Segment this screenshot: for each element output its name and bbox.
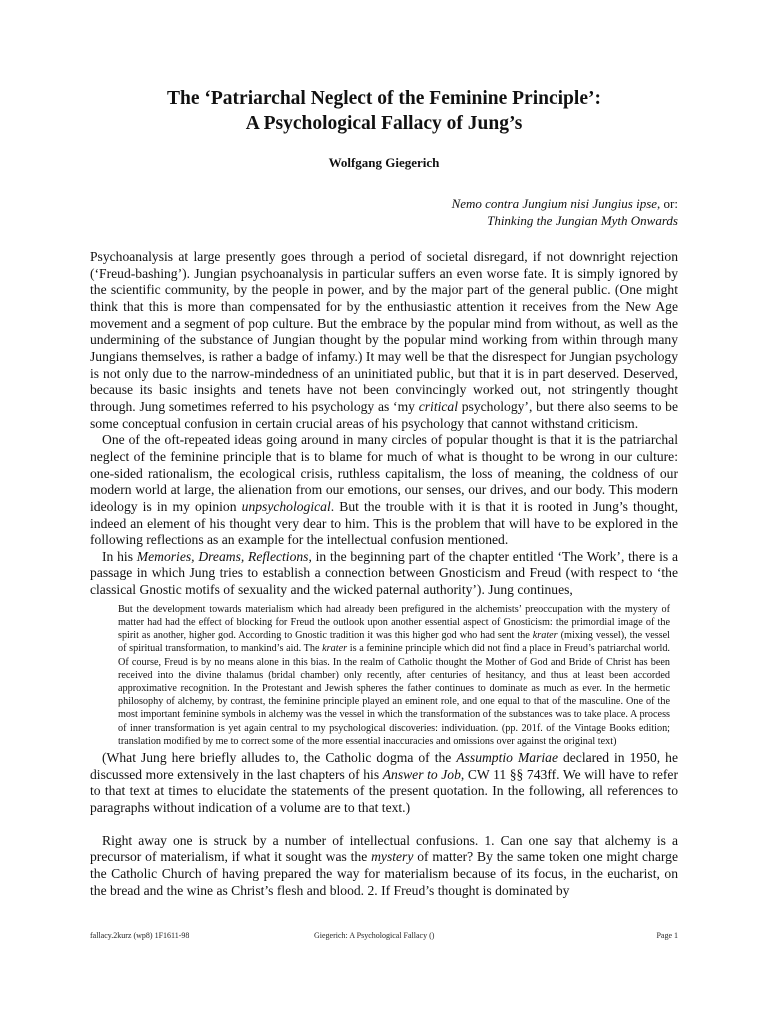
text-run: declared in 1950, he discussed more extensively in the last chapters of his (90, 750, 678, 782)
footer-running-title: Giegerich: A Psychological Fallacy () (314, 931, 435, 940)
document-page (90, 86, 678, 899)
article-body (90, 249, 678, 899)
epigraph-subtitle: Thinking the Jungian Myth Onwards (487, 213, 678, 228)
epigraph-or: , or: (657, 196, 678, 211)
paragraph-5 (90, 833, 678, 900)
paragraph-1 (90, 249, 678, 432)
block-quote (118, 603, 670, 748)
text-run: Psychoanalysis at large presently goes through a period of societal disregard, if not downright rejection (‘Freud-bashing’). Jungian psychoanalysis in particular suffers an even worse fate. It is simply ignored by the scientific community, by the people in power, and by the major part of the general public. (One might think that this is more than compensated for by the enthusiastic attention it receives from the New Age movement and a segment of pop culture. But the embrace by the popular mind from without, as well as the undermining of the substance of Jungian thought by the popular mind working from within through many Jungians themselves, is rather a badge of infamy.) It may well be that the disrespect for Jungian psychology is not only due to the narrow-mindedness of an uninitiated public, but that it is in part deserved. Deserved, because its basic insights and tenets have not been convincingly worked out, not stringently thought through. Jung sometimes referred to his psychology as ‘my (90, 249, 678, 414)
paragraph-2 (90, 432, 678, 549)
book-title: Answer to Job (382, 766, 461, 782)
text-run: , CW 11 §§ 743ff. We will have to refer to that text at times to elucidate the statements of the present quotation. In the following, all references to paragraphs without indication of a volume are to that text.) (90, 766, 678, 815)
title-line-2: A Psychological Fallacy of Jung’s (245, 113, 523, 134)
paragraph-gap (90, 817, 678, 833)
text-run: psychology’, but there also seems to be some conceptual confusion in certain crucial areas of his psychology that cannot withstand criticism. (90, 398, 678, 431)
text-run: In his (102, 548, 137, 564)
epigraph-latin: Nemo contra Jungium nisi Jungius ipse (451, 196, 658, 211)
text-run: . But the trouble with it is that it is rooted in Jung’s thought, indeed an element of his thought very dear to him. This is the problem that will have to be explored in the following reflections as an example for the intellectual confusion mentioned. (90, 498, 678, 548)
text-run: (What Jung here briefly alludes to, the Catholic dogma of the (102, 750, 457, 766)
paragraph-4 (90, 750, 678, 817)
book-title: Memories, Dreams, Reflections (136, 548, 309, 564)
emphasis: krater (532, 630, 558, 642)
text-run: is a feminine principle which did not find a place in Freud’s patriarchal world. Of course, Freud is by no means alone in this bias. In the realm of Catholic thought the Mother of God and Bride of Christ has been received into the divine thalamus (bridal chamber) only recently, after centuries of hesitancy, and thus at least been accorded approximative recognition. In the Protestant and Jewish spheres the father continues to dominate as much as ever. In the hermetic philosophy of alchemy, by contrast, the feminine principle played an eminent role, and one equal to that of the masculine. One of the most important feminine symbols in alchemy was the vessel in which the transformation of the substances was to take place. A process of inner transformation is yet again central to my psychological discoveries: individuation. (pp. 201f. of the Vintage Books edition; translation modified by me to correct some of the more essential inaccuracies and omissions over against the original text) (118, 643, 670, 747)
footer-page-number: Page 1 (656, 931, 678, 940)
emphasis: unpsychological (241, 498, 331, 514)
footer-filename: fallacy.2kurz (wp8) 1F1611-98 (90, 931, 190, 940)
text-run: Right away one is struck by a number of intellectual confusions. 1. Can one say that alchemy is a precursor of materialism, if what it sought was the (90, 832, 678, 865)
author-name: Wolfgang Giegerich (328, 155, 440, 170)
emphasis: critical (418, 398, 458, 414)
paragraph-3 (90, 549, 678, 599)
title-line-1: The ‘Patriarchal Neglect of the Feminine Principle’: (167, 88, 601, 109)
document-title (90, 86, 678, 136)
emphasis: Assumptio Mariae (456, 750, 558, 766)
text-run: (mixing vessel), the vessel of spiritual transformation, to mankind’s aid. The (118, 630, 670, 655)
emphasis: krater (322, 643, 348, 655)
epigraph (90, 195, 678, 229)
text-run: , in the beginning part of the chapter entitled ‘The Work’, there is a passage in which Jung tries to establish a connection between Gnosticism and Freud (with respect to ‘the classical Gnostic motifs of sexuality and the wicked paternal authority’). Jung continues, (90, 548, 678, 598)
emphasis: mystery (371, 849, 414, 865)
text-run: of matter? By the same token one might charge the Catholic Church of having prepared the way for materialism because of its focus, in the eucharist, on the bread and the wine as Christ’s flesh and blood. 2. If Freud’s thought is dominated by (90, 849, 678, 898)
text-run: But the development towards materialism which had already been prefigured in the alchemists’ preoccupation with the mystery of matter had had the effect of blocking for Freud the outlook upon another essential aspect of Gnosticism: the primordial image of the spirit as another, higher god. According to Gnostic tradition it was this higher god who had sent the (118, 603, 670, 642)
text-run: One of the oft-repeated ideas going around in many circles of popular thought is that it is the patriarchal neglect of the feminine principle that is to blame for much of what is thought to be wrong in our culture: one-sided rationalism, the ecological crisis, ruthless capitalism, the loss of meaning, the coldness of our modern world at large, the alienation from our emotions, our senses, our drives, and our body. This modern ideology is in my opinion (90, 432, 678, 514)
